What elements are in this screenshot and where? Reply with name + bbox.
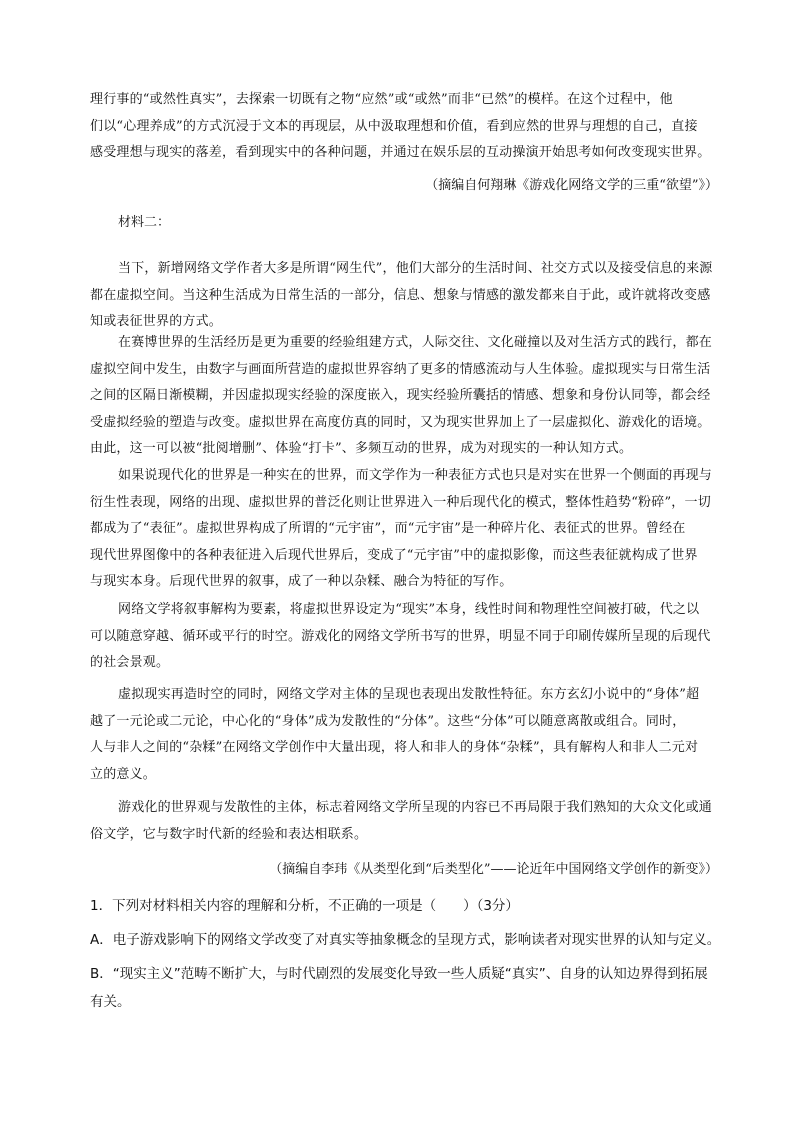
text-line: 由此，这一可以被“批阅增删”、体验“打卡”、多频互动的世界，成为对现实的一种认知方式。 <box>90 441 633 456</box>
citation-one: （摘编自何翔琳《游戏化网络文学的三重“欲望”》） <box>425 178 718 193</box>
paragraph <box>90 597 716 677</box>
paragraph <box>90 256 716 336</box>
question-block <box>90 892 730 1016</box>
material-two-heading: 材料二： <box>118 215 171 230</box>
paragraph <box>90 330 716 463</box>
text-line: 都成为了“表征”。虚拟世界构成了所谓的“元宇宙”，而“元宇宙”是一种碎片化、表征式的世界。曾经在 <box>90 521 686 536</box>
paragraph <box>90 682 716 788</box>
text-line: 知或表征世界的方式。 <box>90 314 223 329</box>
option-a[interactable]: A．电子游戏影响下的网络文学改变了对真实等抽象概念的呈现方式，影响读者对现实世界的认知与定义。 <box>90 932 721 948</box>
text-line: 与现实本身。后现代世界的叙事，成了一种以杂糅、融合为特征的写作。 <box>90 574 513 589</box>
text-line: 在赛博世界的生活经历是更为重要的经验组建方式，人际交往、文化碰撞以及对生活方式的践行，都在 <box>118 335 713 350</box>
text-line: 虚拟空间中发生，由数字与画面所营造的虚拟世界容纳了更多的情感流动与人生体验。虚拟现实与日常生活 <box>90 361 711 377</box>
text-line: 之间的区隔日渐模糊，并因虚拟现实经验的深度嵌入，现实经验所囊括的情感、想象和身份认同等，都会经 <box>90 388 711 403</box>
text-line: 现代世界图像中的各种表征进入后现代世界后，变成了“元宇宙”中的虚拟影像，而这些表征就构成了世界 <box>90 547 698 563</box>
text-line: 人与非人之间的“杂糅”在网络文学创作中大量出现，将人和非人的身体“杂糅”，具有解构人和非人二元对 <box>90 740 699 755</box>
text-line: 受虚拟经验的塑造与改变。虚拟世界在高度仿真的同时，又为现实世界加上了一层虚拟化、游戏化的语境。 <box>90 414 711 430</box>
paragraph <box>90 795 716 848</box>
text-line: 理行事的“或然性真实”，去探索一切既有之物“应然”或“或然”而非“已然”的模样。在这个过程中，他 <box>90 92 673 107</box>
text-line: 越了一元论或二元论，中心化的“身体”成为发散性的“分体”。这些“分体”可以随意离散或组合。同时， <box>90 713 686 729</box>
text-line: 的社会景观。 <box>90 655 170 670</box>
text-line: 当下，新增网络文学作者大多是所谓“网生代”，他们大部分的生活时间、社交方式以及接受信息的来源 <box>118 261 713 276</box>
text-line: 都在虚拟空间。当这种生活成为日常生活的一部分，信息、想象与情感的激发都来自于此，或许就将改变感 <box>90 287 711 303</box>
text-line: 虚拟现实再造时空的同时，网络文学对主体的呈现也表现出发散性特征。东方玄幻小说中的“身体”超 <box>118 687 700 702</box>
text-line: 游戏化的世界观与发散性的主体，标志着网络文学所呈现的内容已不再局限于我们熟知的大众文化或通 <box>118 800 713 815</box>
text-line: 衍生性表现，网络的出现、虚拟世界的普泛化则让世界进入一种后现代化的模式，整体性趋势“粉碎”，一切 <box>90 494 711 510</box>
text-line: 立的意义。 <box>90 766 157 782</box>
text-line: 俗文学，它与数字时代新的经验和表达相联系。 <box>90 826 368 842</box>
text-line: 可以随意穿越、循环或平行的时空。游戏化的网络文学所书写的世界，明显不同于印刷传媒所呈现的后现代 <box>90 628 711 644</box>
text-line: 感受理想与现实的落差，看到现实中的各种问题，并通过在娱乐层的互动操演开始思考如何改变现实世界。 <box>90 145 711 160</box>
text-line: 们以“心理养成”的方式沉浸于文本的再现层，从中汲取理想和价值，看到应然的世界与理想的自己，直接 <box>90 118 698 134</box>
citation-two: （摘编自李玮《从类型化到“后类型化”——论近年中国网络文学创作的新变》） <box>269 862 718 877</box>
intro-paragraph <box>90 87 716 167</box>
text-line: 如果说现代化的世界是一种实在的世界，而文学作为一种表征方式也只是对实在世界一个侧面的再现与 <box>118 468 713 483</box>
text-line: 网络文学将叙事解构为要素，将虚拟世界设定为“现实”本身，线性时间和物理性空间被打破，代之以 <box>118 602 700 617</box>
paragraph <box>90 463 716 596</box>
option-b-line[interactable]: B．“现实主义”范畴不断扩大，与时代剧烈的发展变化导致一些人质疑“真实”、自身的认知边界得到拓展 <box>90 966 708 982</box>
question-stem: 1．下列对材料相关内容的理解和分析，不正确的一项是（ ）（3分） <box>90 898 519 914</box>
option-b-line[interactable]: 有关。 <box>90 994 131 1010</box>
